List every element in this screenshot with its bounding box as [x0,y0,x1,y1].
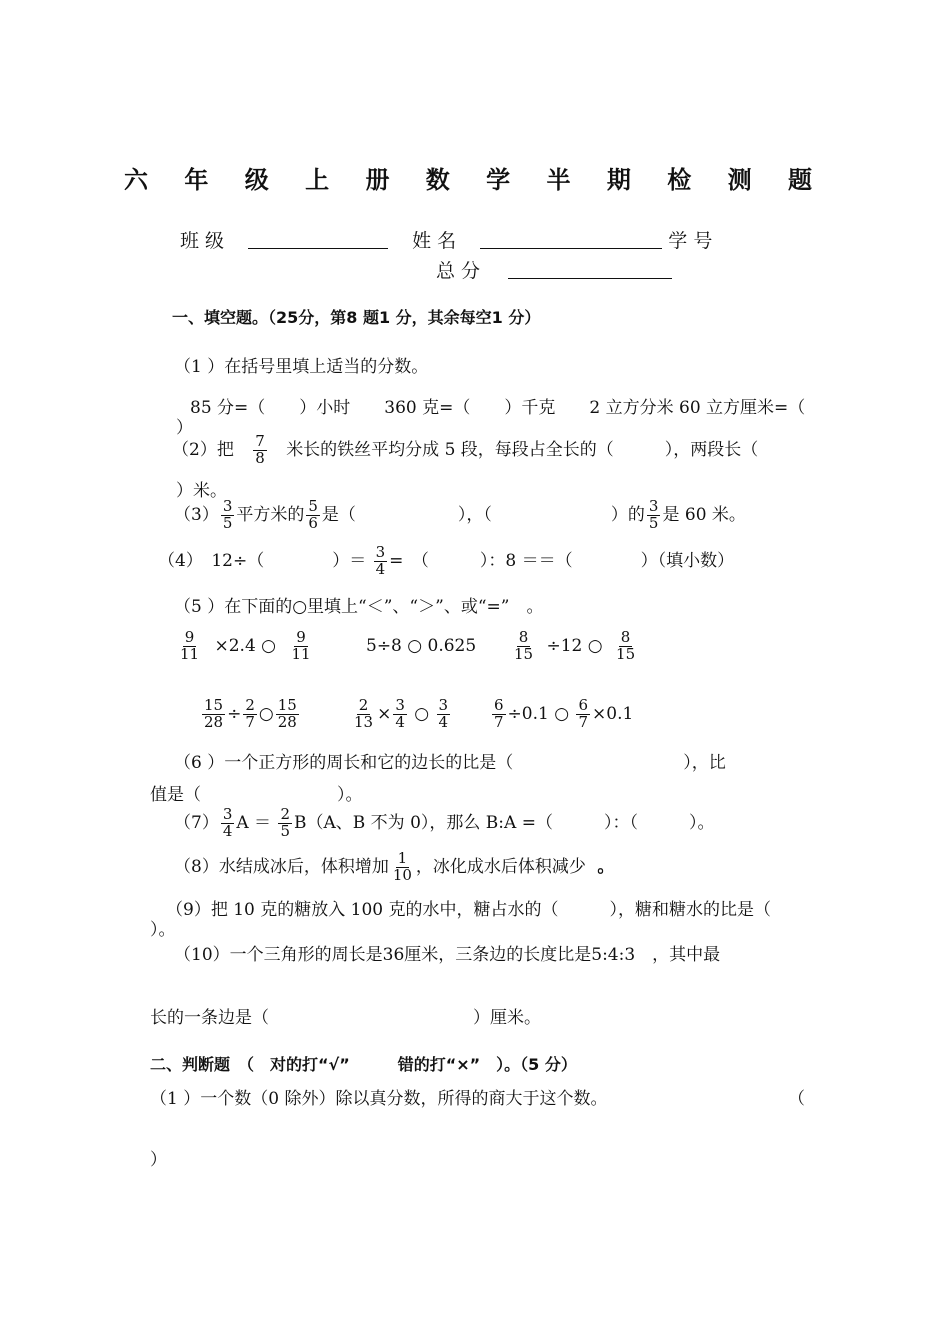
compare-row-2a: $\frac{15}{28}$ ÷ $\frac{2}{7}$ ○ $\frac{15}{28}$ [204,696,297,731]
question-2: （2）把 $\frac{7}{8}$ 米长的铁丝平均分成 5 段，每段占全长的（ ），两段长（ [172,432,759,467]
total-field[interactable] [508,260,672,279]
fraction: $\frac{6}{7}$ [494,696,504,731]
fraction: $\frac{9}{11}$ [291,628,311,663]
question-5: （5 ）在下面的○里填上“＜”、“＞”、或“=” 。 [174,597,544,617]
question-1-line: 85 分=（ ）小时 360 克=（ ）千克 2 立方分米 60 立方厘米=（ [190,398,806,418]
total-score-row [436,256,672,283]
fraction: $\frac{3}{5}$ [222,497,233,532]
section-2-heading: 二、判断题 （ 对的打“√” 错的打“×” ）。（5 分） [150,1055,577,1074]
student-info-row [180,226,712,253]
number-label: 学 号 [668,230,713,252]
judge-question-1: （1 ）一个数（0 除外）除以真分数，所得的商大于这个数。 [150,1089,608,1109]
fraction: $\frac{7}{8}$ [255,432,265,467]
compare-row-1b: 5÷8 ○ 0.625 [366,636,477,656]
question-6: （6 ）一个正方形的周长和它的边长的比是（ ），比 [174,753,726,773]
name-label: 姓 名 [412,230,457,252]
page-title: 六 年 级 上 册 数 学 半 期 检 测 题 [124,166,826,194]
fraction: $\frac{1}{10}$ [392,849,412,884]
fraction: $\frac{3}{5}$ [648,497,659,532]
fraction: $\frac{3}{4}$ [375,543,386,578]
fraction: $\frac{8}{15}$ [514,628,534,663]
question-8: （8）水结成冰后，体积增加 $\frac{1}{10}$ ，冰化成水后体积减少 。 [174,849,615,884]
compare-row-1a: $\frac{9}{11}$ ×2.4 ○ $\frac{9}{11}$ [180,628,311,663]
question-2-wrap: ）米。 [176,481,227,501]
question-6-wrap: 值是（ ）。 [150,785,363,805]
question-1: （1 ）在括号里填上适当的分数。 [174,357,429,377]
question-9-wrap: ）。 [150,920,176,940]
compare-row-2b: $\frac{2}{13}$ × $\frac{3}{4}$ ○ $\frac{3}{4}$ [354,696,449,731]
judge-answer-paren-open[interactable]: （ [788,1089,805,1109]
fraction: $\frac{15}{28}$ [277,696,297,731]
fraction: $\frac{5}{6}$ [308,497,318,532]
fraction: $\frac{8}{15}$ [616,628,636,663]
question-3: （3） $\frac{3}{5}$ 平方米的 $\frac{5}{6}$ 是（ ），（ ）的 $\frac{3}{5}$ 是 60 米。 [174,497,746,532]
total-label: 总 分 [436,260,481,282]
section-1-heading: 一、填空题。（25分，第8 题1 分，其余每空1 分） [172,308,541,327]
fraction: $\frac{15}{28}$ [204,696,224,731]
question-9: （9）把 10 克的糖放入 100 克的水中，糖占水的（ ），糖和糖水的比是（ [166,900,772,920]
fraction: $\frac{9}{11}$ [180,628,200,663]
judge-answer-paren-close[interactable]: ） [150,1150,167,1170]
question-10: （10）一个三角形的周长是36厘米，三条边的长度比是5:4:3 ，其中最 [174,945,721,965]
fraction: $\frac{3}{4}$ [395,696,405,731]
class-label: 班 级 [180,230,225,252]
fraction: $\frac{2}{13}$ [354,696,374,731]
fraction: $\frac{2}{7}$ [245,696,255,731]
name-field[interactable] [480,230,662,249]
compare-row-2c: $\frac{6}{7}$ ÷0.1 ○ $\frac{6}{7}$ ×0.1 [494,696,634,731]
fraction: $\frac{3}{4}$ [222,805,233,840]
class-field[interactable] [248,230,388,249]
question-4: （4） 12÷（ ）＝ $\frac{3}{4}$ = （ ）：8 ＝＝（ ）（填小数） [158,543,735,578]
question-10-wrap: 长的一条边是（ ）厘米。 [150,1008,541,1028]
fraction: $\frac{2}{5}$ [280,805,291,840]
question-1-wrap: ） [176,418,193,438]
fraction: $\frac{6}{7}$ [578,696,589,731]
fraction: $\frac{3}{4}$ [438,696,449,731]
compare-row-1c: $\frac{8}{15}$ ÷12 ○ $\frac{8}{15}$ [514,628,636,663]
question-7: （7） $\frac{3}{4}$ A ＝ $\frac{2}{5}$ B（A、B 不为 0），那么 B:A =（ ）：（ ）。 [174,805,715,840]
